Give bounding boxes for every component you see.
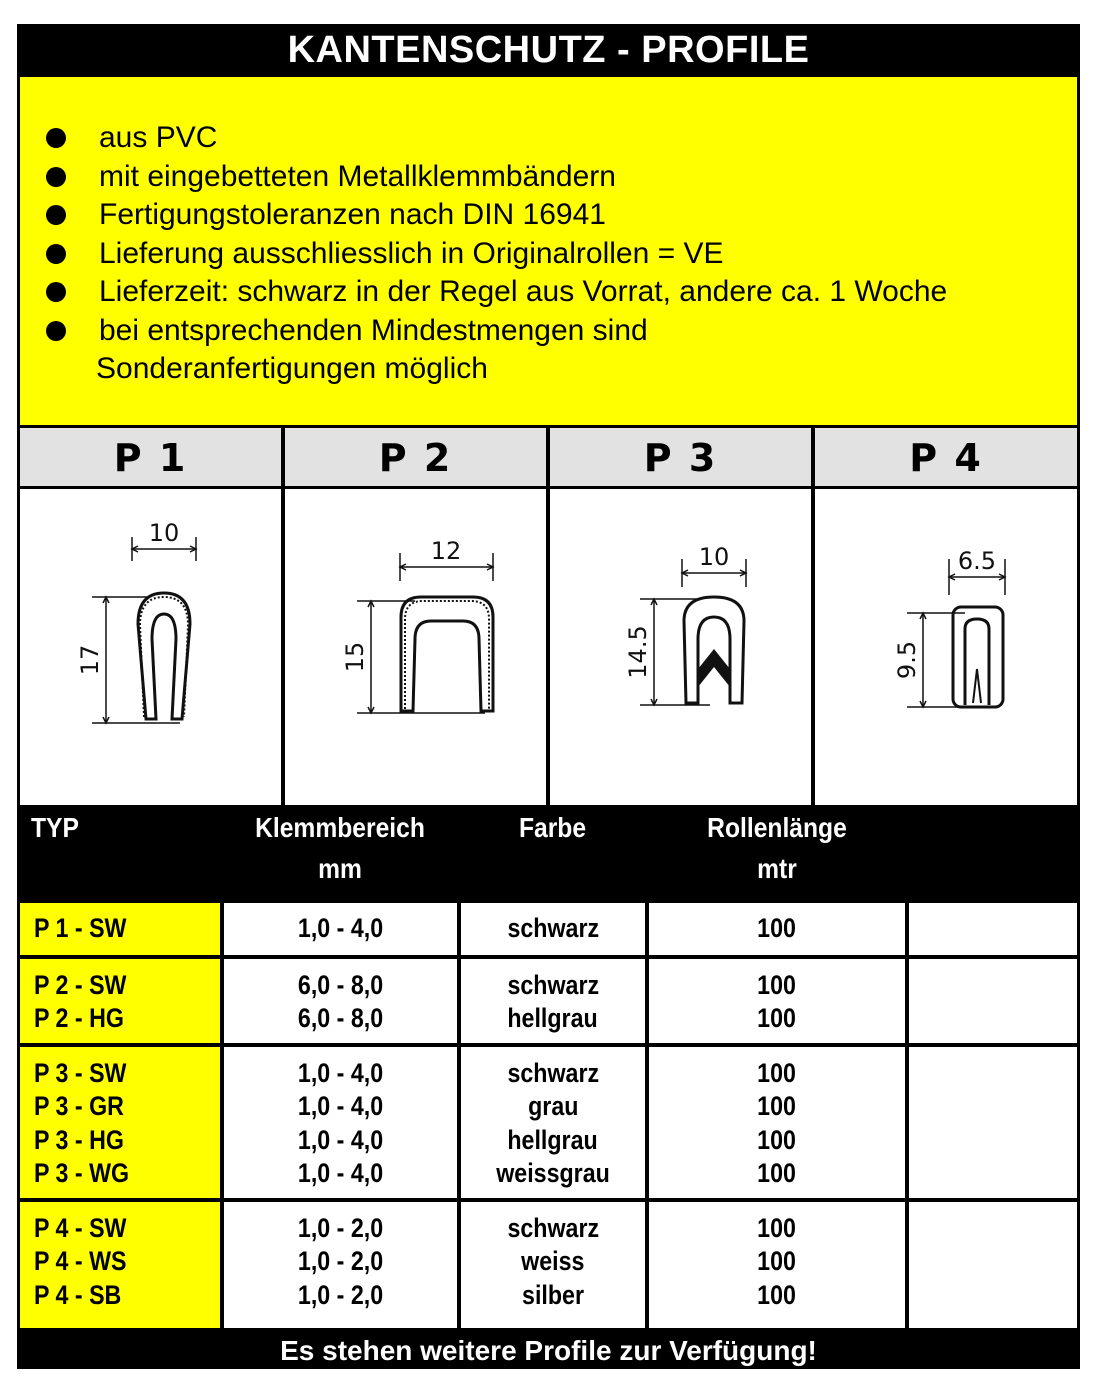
header-typ: TYP	[31, 812, 79, 843]
profile-p1-icon	[20, 489, 281, 805]
feature-item: Lieferzeit: schwarz in der Regel aus Vorrat, andere ca. 1 Woche	[46, 273, 1077, 312]
p2-width-label: 12	[430, 537, 462, 565]
profile-drawing-p1	[20, 489, 281, 805]
table-cell-blank	[909, 1202, 1077, 1328]
feature-list	[20, 77, 1077, 389]
table-row-typ: P 1 - SW	[20, 903, 220, 955]
profile-p2-icon	[285, 489, 546, 805]
table-cell-rolle: 100 100 100	[649, 1202, 905, 1328]
header-rollenlaenge: Rollenlänge	[707, 812, 847, 843]
p4-height-label: 9.5	[893, 640, 921, 680]
table-cell-klemm: 6,0 - 8,0 6,0 - 8,0	[224, 959, 457, 1043]
table-row-typ: P 3 - SW P 3 - GR P 3 - HG P 3 - WG	[20, 1047, 220, 1198]
profile-drawing-p2	[285, 489, 546, 805]
profile-header-p3: P 3	[550, 428, 811, 486]
table-cell-farbe: schwarz hellgrau	[461, 959, 645, 1043]
table-row-typ: P 4 - SW P 4 - WS P 4 - SB	[20, 1202, 220, 1328]
bullet-icon	[46, 282, 66, 302]
table-cell-klemm: 1,0 - 2,0 1,0 - 2,0 1,0 - 2,0	[224, 1202, 457, 1328]
feature-item: Fertigungstoleranzen nach DIN 16941	[46, 196, 1077, 235]
feature-item: Lieferung ausschliesslich in Originalrollen = VE	[46, 235, 1077, 274]
feature-item-continuation: Sonderanfertigungen möglich	[96, 352, 488, 385]
feature-item: bei entsprechenden Mindestmengen sind	[46, 312, 1077, 351]
table-cell-blank	[909, 1047, 1077, 1198]
bullet-icon	[46, 128, 66, 148]
table-cell-klemm: 1,0 - 4,0	[224, 903, 457, 955]
feature-item: aus PVC	[46, 119, 1077, 158]
table-cell-farbe: schwarz weiss silber	[461, 1202, 645, 1328]
profile-drawing-p3	[550, 489, 811, 805]
p4-width-label: 6.5	[957, 547, 997, 575]
table-cell-klemm: 1,0 - 4,0 1,0 - 4,0 1,0 - 4,0 1,0 - 4,0	[224, 1047, 457, 1198]
datasheet	[17, 24, 1080, 1369]
page-title: KANTENSCHUTZ - PROFILE	[287, 29, 810, 71]
profile-p3-icon	[550, 489, 811, 805]
p1-height-label: 17	[76, 644, 104, 676]
profile-drawing-p4	[815, 489, 1077, 805]
p1-width-label: 10	[148, 519, 180, 547]
header-klemmbereich: Klemmbereich	[255, 812, 425, 843]
bullet-icon	[46, 321, 66, 341]
profile-p4-icon	[815, 489, 1077, 805]
table-cell-farbe: schwarz grau hellgrau weissgrau	[461, 1047, 645, 1198]
bullet-icon	[46, 244, 66, 264]
p3-height-label: 14.5	[624, 625, 652, 679]
p2-height-label: 15	[341, 641, 369, 673]
table-cell-blank	[909, 903, 1077, 955]
footer-note: Es stehen weitere Profile zur Verfügung!	[280, 1335, 817, 1366]
header-farbe: Farbe	[518, 812, 587, 843]
table-cell-rolle: 100	[649, 903, 905, 955]
p3-width-label: 10	[698, 543, 730, 571]
profile-header-p2: P 2	[285, 428, 546, 486]
unit-klemmbereich: mm	[318, 853, 362, 884]
profile-header-p4: P 4	[815, 428, 1077, 486]
table-cell-rolle: 100 100 100 100	[649, 1047, 905, 1198]
feature-panel	[20, 77, 1077, 425]
table-cell-blank	[909, 959, 1077, 1043]
profile-header-p1: P 1	[20, 428, 281, 486]
table-cell-rolle: 100 100	[649, 959, 905, 1043]
feature-item: mit eingebetteten Metallklemmbändern	[46, 158, 1077, 197]
bullet-icon	[46, 205, 66, 225]
bullet-icon	[46, 167, 66, 187]
table-row-typ: P 2 - SW P 2 - HG	[20, 959, 220, 1043]
unit-rollenlaenge: mtr	[757, 853, 797, 884]
table-cell-farbe: schwarz	[461, 903, 645, 955]
